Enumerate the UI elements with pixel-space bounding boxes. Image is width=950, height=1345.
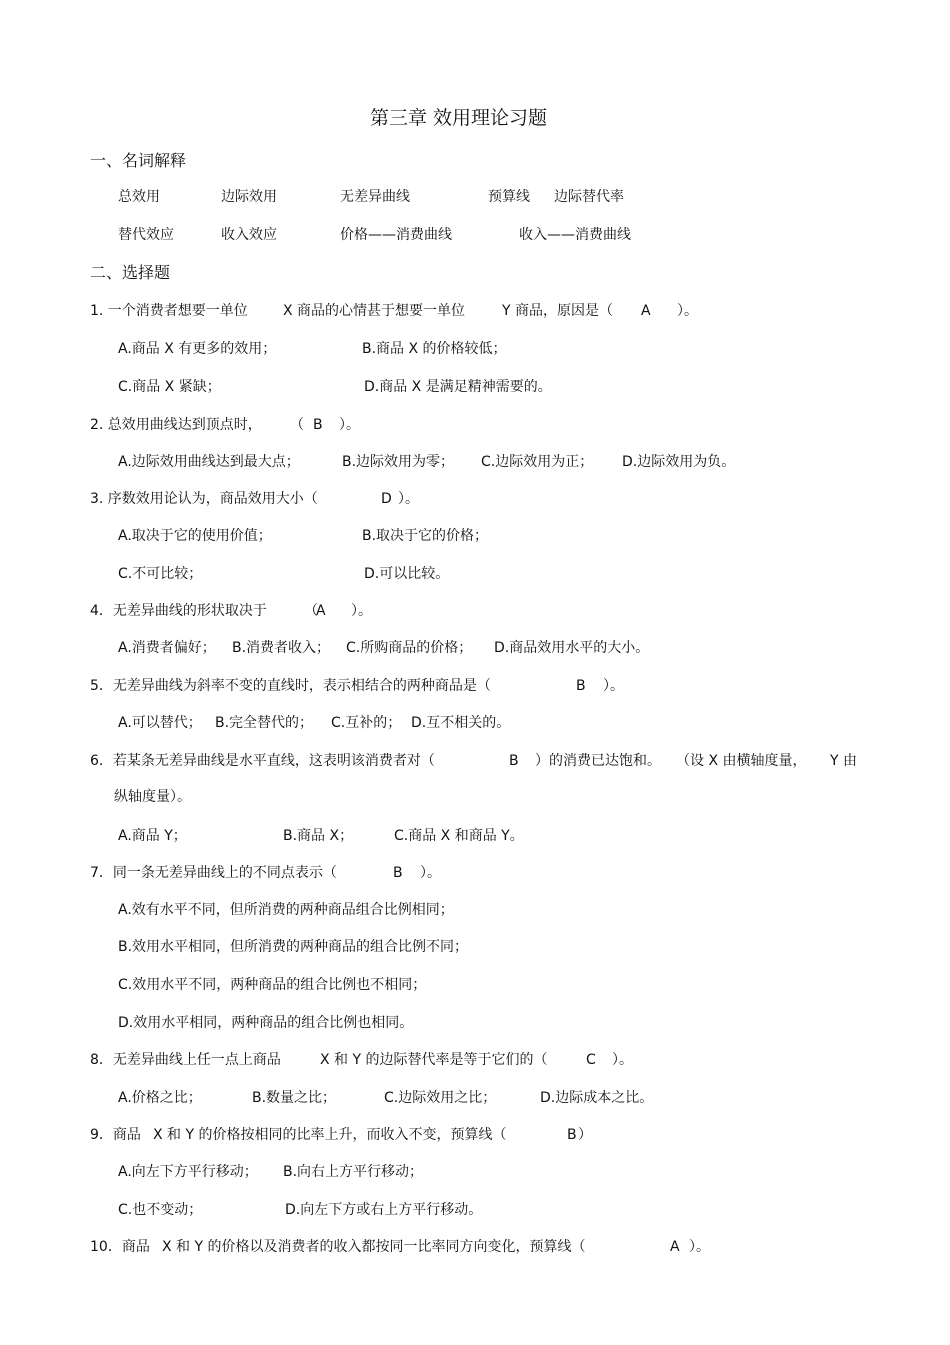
question-3-option-c: C.不可比较； [118, 566, 203, 582]
question-1-answer: A [641, 303, 651, 319]
term-item: 总效用 [118, 189, 160, 205]
question-1-stem: X 商品的心情甚于想要一单位 [283, 303, 466, 319]
question-8-answer: C [586, 1052, 596, 1068]
question-3-option-b: B.取决于它的价格； [362, 528, 489, 544]
page-title: 第三章 效用理论习题 [370, 107, 548, 129]
question-8-option-c: C.边际效用之比； [384, 1090, 497, 1106]
question-8-option-b: B.数量之比； [252, 1090, 337, 1106]
question-7-option-c: C.效用水平不同，两种商品的组合比例也不相同； [118, 977, 427, 993]
term-item: 价格——消费曲线 [340, 227, 452, 243]
term-item: 边际替代率 [554, 189, 624, 205]
question-1-stem: Y 商品，原因是（ [502, 303, 614, 319]
question-7-option-d: D.效用水平相同，两种商品的组合比例也相同。 [118, 1015, 414, 1031]
question-5-stem: 5．无差异曲线为斜率不变的直线时，表示相结合的两种商品是（ [90, 678, 491, 694]
question-10-stem: X 和 Y 的价格以及消费者的收入都按同一比率同方向变化，预算线（ [162, 1239, 586, 1255]
section-heading-terms: 一、名词解释 [90, 151, 187, 170]
question-10-stem: 10．商品 [90, 1239, 150, 1255]
question-2-stem: 2. 总效用曲线达到顶点时， [90, 417, 262, 433]
question-8-stem: X 和 Y 的边际替代率是等于它们的（ [320, 1052, 548, 1068]
question-2-open: （ [290, 417, 304, 433]
question-1-option-d: D.商品 X 是满足精神需要的。 [364, 379, 552, 395]
question-7-option-b: B.效用水平相同，但所消费的两种商品的组合比例不同； [118, 939, 469, 955]
question-4-option-a: A.消费者偏好； [118, 640, 216, 656]
question-2-option-b: B.边际效用为零； [342, 454, 455, 470]
question-1-stem: 1. 一个消费者想要一单位 [90, 303, 248, 319]
question-1-option-c: C.商品 X 紧缺； [118, 379, 221, 395]
question-8-option-a: A.价格之比； [118, 1090, 202, 1106]
question-6-option-b: B.商品 X； [283, 828, 354, 844]
question-4-close: ）。 [351, 603, 372, 619]
question-2-answer: B [313, 417, 323, 433]
question-7-option-a: A.效有水平不同，但所消费的两种商品组合比例相同； [118, 902, 454, 918]
term-item: 替代效应 [118, 227, 174, 243]
question-5-option-d: D.互不相关的。 [411, 715, 511, 731]
question-8-option-d: D.边际成本之比。 [540, 1090, 654, 1106]
question-10-close: ）。 [689, 1239, 710, 1255]
question-9-option-a: A.向左下方平行移动； [118, 1164, 258, 1180]
question-6-note: Y 由 [830, 753, 858, 769]
question-2-close: ）。 [339, 417, 360, 433]
question-5-answer: B [576, 678, 586, 694]
question-4-option-d: D.商品效用水平的大小。 [494, 640, 650, 656]
question-9-close: ） [578, 1127, 592, 1143]
question-5-option-a: A.可以替代； [118, 715, 202, 731]
term-item: 收入效应 [221, 227, 277, 243]
question-2-option-a: A.边际效用曲线达到最大点； [118, 454, 300, 470]
question-6-option-a: A.商品 Y； [118, 828, 187, 844]
question-6-stem: 6．若某条无差异曲线是水平直线，这表明该消费者对（ [90, 753, 435, 769]
question-5-close: ）。 [603, 678, 624, 694]
question-3-stem: 3. 序数效用论认为，商品效用大小（ [90, 491, 318, 507]
question-1-option-a: A.商品 X 有更多的效用； [118, 341, 277, 357]
question-3-close: ）。 [398, 491, 419, 507]
question-5-option-b: B.完全替代的； [215, 715, 314, 731]
term-item: 无差异曲线 [340, 189, 410, 205]
question-4-stem: 4．无差异曲线的形状取决于 [90, 603, 267, 619]
question-3-option-d: D.可以比较。 [364, 566, 450, 582]
question-8-close: ）。 [612, 1052, 633, 1068]
term-item: 收入——消费曲线 [519, 227, 631, 243]
term-item: 边际效用 [221, 189, 277, 205]
question-2-option-d: D.边际效用为负。 [622, 454, 736, 470]
question-6-tail: ）的消费已达饱和。 [535, 753, 661, 769]
question-6-note: （设 X 由横轴度量， [676, 753, 807, 769]
question-5-option-c: C.互补的； [331, 715, 402, 731]
question-7-answer: B [393, 865, 403, 881]
question-9-answer: B [567, 1127, 577, 1143]
question-9-option-b: B.向右上方平行移动； [283, 1164, 424, 1180]
question-3-option-a: A.取决于它的使用价值； [118, 528, 272, 544]
question-4-open: （ [304, 603, 318, 619]
question-9-stem: X 和 Y 的价格按相同的比率上升，而收入不变，预算线（ [153, 1127, 507, 1143]
question-9-option-d: D.向左下方或右上方平行移动。 [285, 1202, 483, 1218]
question-2-option-c: C.边际效用为正； [481, 454, 594, 470]
question-8-stem: 8．无差异曲线上任一点上商品 [90, 1052, 281, 1068]
question-1-close: ）。 [677, 303, 698, 319]
question-7-close: ）。 [420, 865, 441, 881]
question-9-option-c: C.也不变动； [118, 1202, 203, 1218]
question-4-option-c: C.所购商品的价格； [346, 640, 473, 656]
section-heading-choice: 二、选择题 [90, 263, 171, 282]
question-9-stem: 9．商品 [90, 1127, 141, 1143]
question-1-option-b: B.商品 X 的价格较低； [362, 341, 507, 357]
question-6-option-c: C.商品 X 和商品 Y。 [394, 828, 524, 844]
term-item: 预算线 [488, 189, 530, 205]
question-6-answer: B [509, 753, 519, 769]
question-4-option-b: B.消费者收入； [232, 640, 331, 656]
question-10-answer: A [670, 1239, 680, 1255]
question-6-continuation: 纵轴度量）。 [114, 789, 191, 805]
question-4-answer: A [316, 603, 326, 619]
question-3-answer: D [381, 491, 392, 507]
question-7-stem: 7．同一条无差异曲线上的不同点表示（ [90, 865, 337, 881]
